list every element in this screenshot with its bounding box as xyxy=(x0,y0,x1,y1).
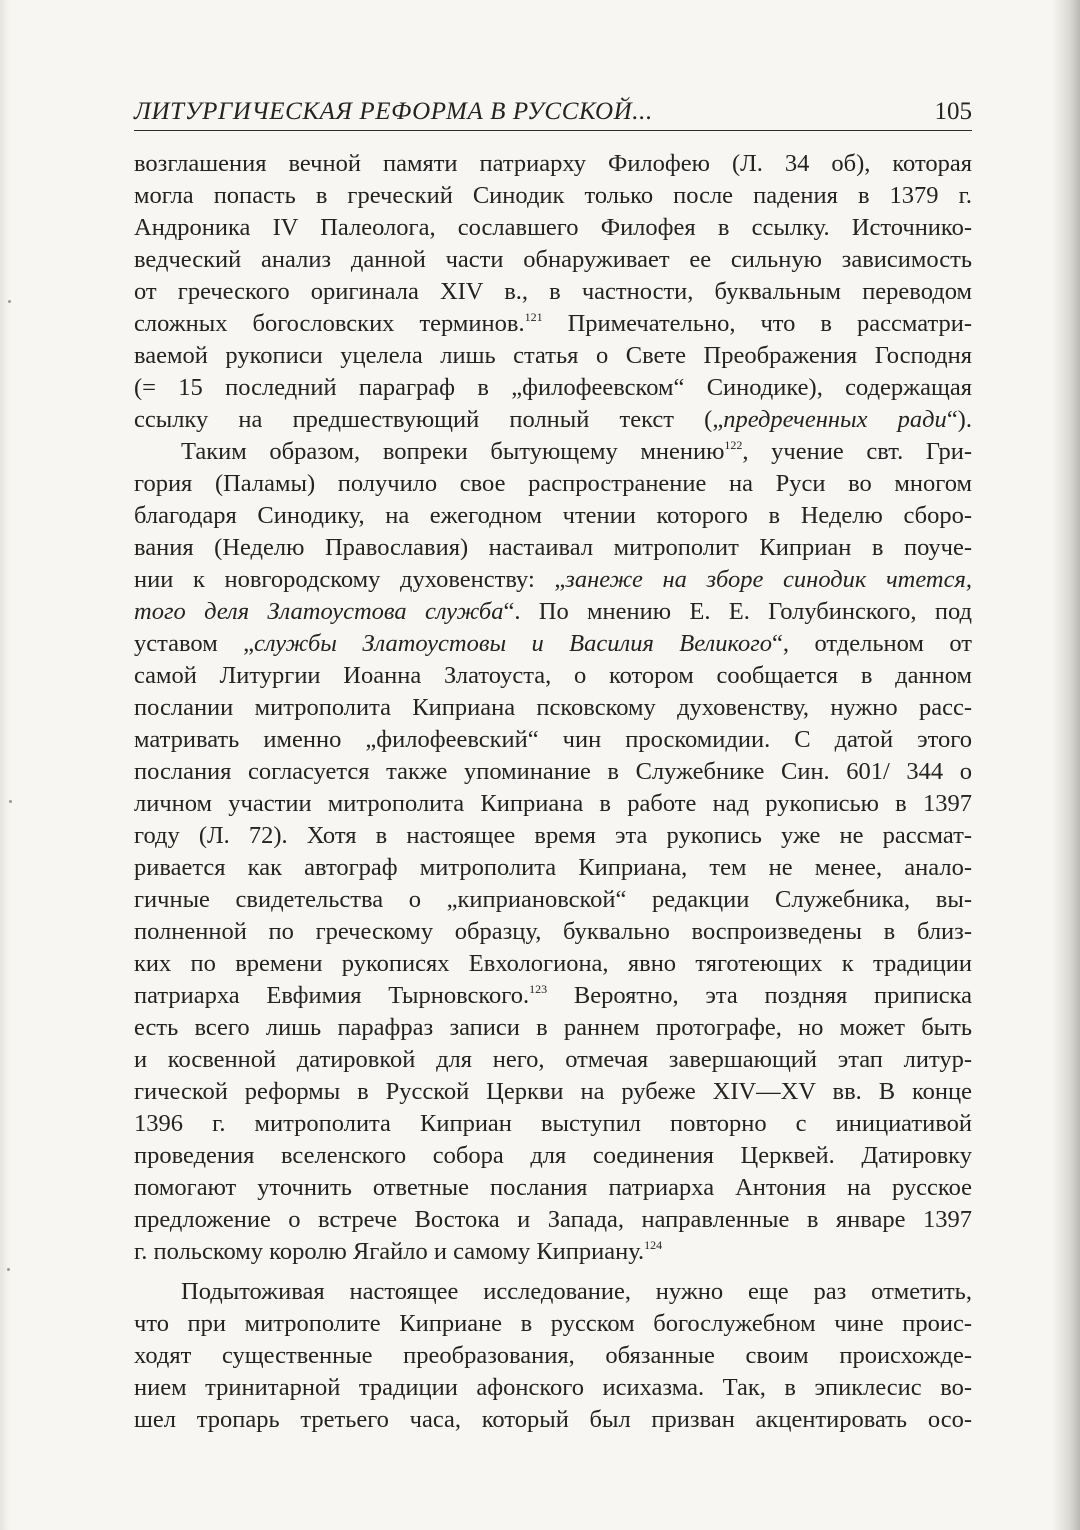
running-title: ЛИТУРГИЧЕСКАЯ РЕФОРМА В РУССКОЙ... xyxy=(134,98,653,125)
text-line: уставом „службы Златоустовы и Василия Великого“, отдельном от xyxy=(134,630,972,657)
text-line: ваемой рукописи уцелела лишь статья о Свете Преображения Господня xyxy=(134,342,972,369)
text-line: вания (Неделю Православия) настаивал митрополит Киприан в поуче- xyxy=(134,534,972,561)
page-number: 105 xyxy=(934,98,972,125)
scan-speck xyxy=(9,800,12,803)
text-line: гория (Паламы) получило свое распространение на Руси во многом xyxy=(134,470,972,497)
text-line: ссылку на предшествующий полный текст („предреченных ради“). xyxy=(134,406,972,433)
text-line: Подытоживая настоящее исследование, нужно еще раз отметить, xyxy=(181,1278,972,1305)
text-line: г. польскому королю Ягайло и самому Киприану.$^{124}$ xyxy=(134,1238,663,1265)
paragraph xyxy=(134,148,972,436)
text-line: предложение о встрече Востока и Запада, направленные в январе 1397 xyxy=(134,1206,972,1233)
paragraph xyxy=(134,1276,972,1436)
text-line: нии к новгородскому духовенству: „занеже на зборе синодик чтется, xyxy=(134,566,972,593)
text-line: возглашения вечной памяти патриарху Филофею (Л. 34 об), которая xyxy=(134,150,972,177)
text-line: матривать именно „филофеевский“ чин проскомидии. С датой этого xyxy=(134,726,972,753)
text-line: что при митрополите Киприане в русском богослужебном чине проис- xyxy=(134,1310,972,1337)
text-line: могла попасть в греческий Синодик только после падения в 1379 г. xyxy=(134,182,972,209)
scan-speck xyxy=(8,300,11,303)
page-header xyxy=(134,96,972,131)
footnote-ref: 122 xyxy=(724,438,743,452)
italic-quote: предреченных ради xyxy=(723,406,947,433)
text-line: гичные свидетельства о „киприановской“ редакции Служебника, вы- xyxy=(134,886,972,913)
text-line: самой Литургии Иоанна Златоуста, о котором сообщается в данном xyxy=(134,662,972,689)
text-line: есть всего лишь парафраз записи в раннем протографе, но может быть xyxy=(134,1014,972,1041)
italic-quote: службы Златоустовы и Василия Великого xyxy=(254,630,773,657)
text-line: шел тропарь третьего часа, который был призван акцентировать осо- xyxy=(134,1406,972,1433)
scan-edge-right xyxy=(1052,0,1080,1530)
text-line: и косвенной датировкой для него, отмечая завершающий этап литур- xyxy=(134,1046,972,1073)
body-text xyxy=(134,148,972,1436)
text-line: послании митрополита Киприана псковскому духовенству, нужно расс- xyxy=(134,694,972,721)
footnote-ref: 123 xyxy=(529,982,548,996)
text-line: проведения вселенского собора для соединения Церквей. Датировку xyxy=(134,1142,972,1169)
footnote-ref: 121 xyxy=(524,310,543,324)
text-line: сложных богословских терминов.$^{121}$ Примечательно, что в рассматри- xyxy=(134,310,972,337)
paragraph xyxy=(134,436,972,1268)
scan-edge-left xyxy=(0,0,10,1530)
text-line: от греческого оригинала XIV в., в частности, буквальным переводом xyxy=(134,278,972,305)
text-line: году (Л. 72). Хотя в настоящее время эта рукопись уже не рассмат- xyxy=(134,822,972,849)
text-line: 1396 г. митрополита Киприан выступил повторно с инициативой xyxy=(134,1110,972,1137)
text-line: помогают уточнить ответные послания патриарха Антония на русское xyxy=(134,1174,972,1201)
text-line: нием тринитарной традиции афонского исихазма. Так, в эпиклесис во- xyxy=(134,1374,972,1401)
text-line: Андроника IV Палеолога, сославшего Филофея в ссылку. Источнико- xyxy=(134,214,972,241)
scan-speck xyxy=(7,1268,10,1271)
text-line: ходят существенные преобразования, обязанные своим происхожде- xyxy=(134,1342,972,1369)
text-line: послания согласуется также упоминание в Служебнике Син. 601/ 344 о xyxy=(134,758,972,785)
text-line: личном участии митрополита Киприана в работе над рукописью в 1397 xyxy=(134,790,972,817)
footnote-ref: 124 xyxy=(644,1238,663,1252)
italic-quote: того деля Златоустова служба xyxy=(134,598,504,625)
text-line: благодаря Синодику, на ежегодном чтении которого в Неделю сборо- xyxy=(134,502,972,529)
text-line: ведческий анализ данной части обнаруживает ее сильную зависимость xyxy=(134,246,972,273)
text-line: патриарха Евфимия Тырновского.$^{123}$ Вероятно, эта поздняя приписка xyxy=(134,982,972,1009)
text-line: гической реформы в Русской Церкви на рубеже XIV—XV вв. В конце xyxy=(134,1078,972,1105)
text-line: Таким образом, вопреки бытующему мнению$^{122}$, учение свт. Гри- xyxy=(181,438,972,465)
text-line: того деля Златоустова служба“. По мнению Е. Е. Голубинского, под xyxy=(134,598,972,625)
text-line: ких по времени рукописях Евхологиона, явно тяготеющих к традиции xyxy=(134,950,972,977)
text-line: ривается как автограф митрополита Киприана, тем не менее, анало- xyxy=(134,854,972,881)
italic-quote: занеже на зборе синодик чтется, xyxy=(565,566,972,593)
text-line: (= 15 последний параграф в „филофеевском“ Синодике), содержащая xyxy=(134,374,972,401)
text-line: полненной по греческому образцу, буквально воспроизведены в близ- xyxy=(134,918,972,945)
